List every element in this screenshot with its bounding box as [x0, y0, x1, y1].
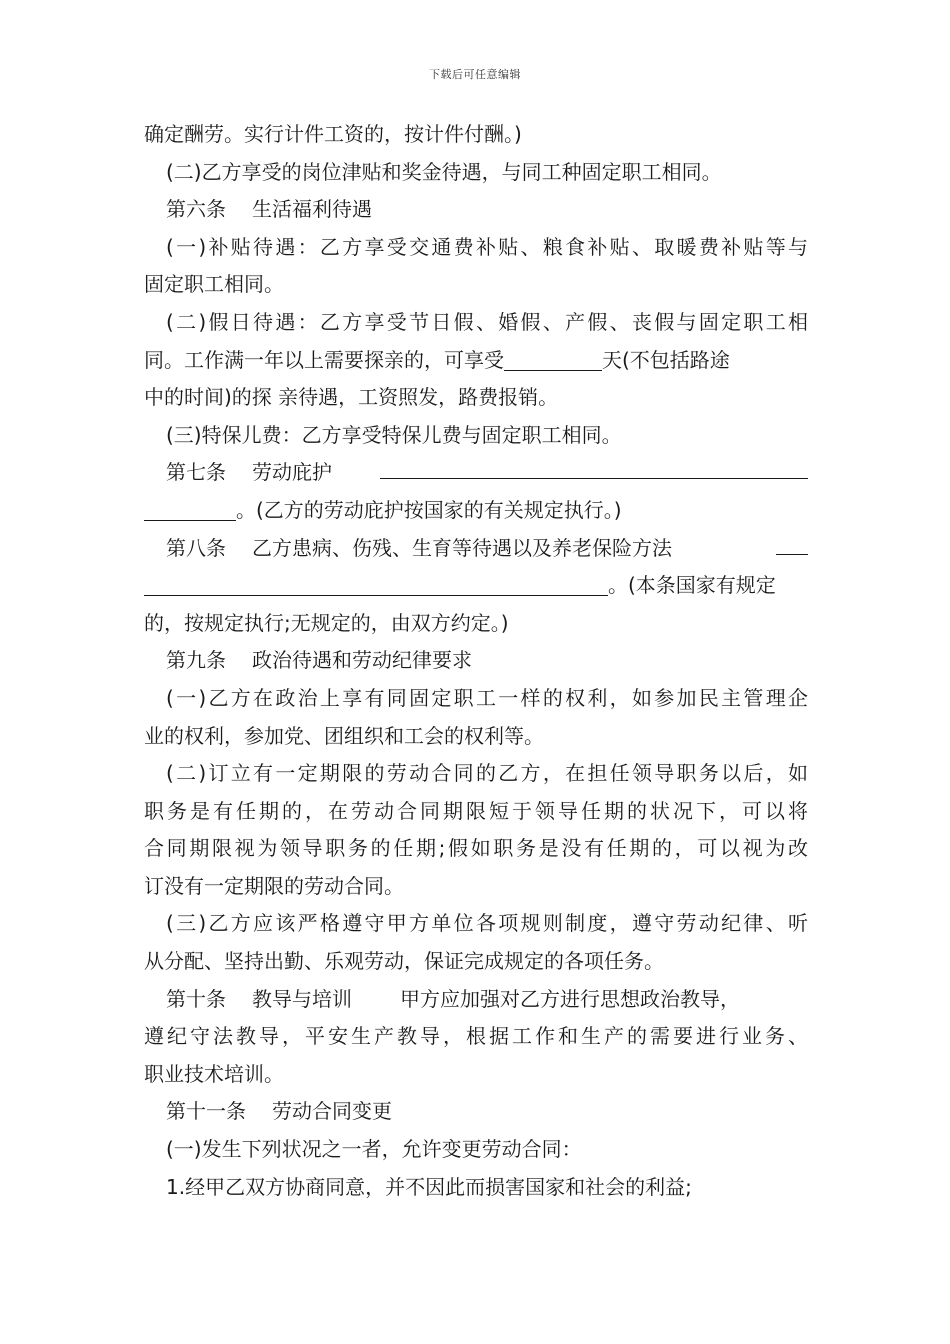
article-title: 教导与培训	[252, 986, 352, 1011]
paragraph-line: 1.经甲乙双方协商同意，并不因此而损害国家和社会的利益;	[166, 1174, 692, 1199]
paragraph-line	[144, 492, 808, 530]
paragraph-line: 遵纪守法教导，平安生产教导，根据工作和生产的需要进行业务、	[144, 1024, 808, 1049]
article-6-heading	[144, 191, 808, 229]
paragraph-line: 职务是有任期的，在劳动合同期限短于领导任期的状况下，可以将	[144, 798, 808, 823]
paragraph-line: 从分配、坚持出勤、乐观劳动，保证完成规定的各项任务。	[144, 949, 664, 974]
article-title: 劳动庇护	[252, 460, 332, 485]
paragraph-line: (三)特保儿费：乙方享受特保儿费与固定职工相同。	[166, 422, 622, 447]
paragraph-line: (二)订立有一定期限的劳动合同的乙方，在担任领导职务以后，如	[166, 761, 808, 786]
paragraph-line: 中的时间)的探 亲待遇，工资照发，路费报销。	[144, 385, 559, 410]
fill-in-blank-labor-protection[interactable]	[380, 456, 808, 479]
fill-in-blank-days[interactable]	[504, 348, 602, 371]
paragraph-line: 确定酬劳。实行计件工资的，按计件付酬。)	[144, 122, 522, 146]
paragraph-line: 订没有一定期限的劳动合同。	[144, 873, 404, 898]
article-number: 第十一条	[166, 1099, 246, 1124]
article-11-heading	[144, 1093, 808, 1131]
paragraph-line	[144, 567, 808, 605]
paragraph-line: (一)乙方在政治上享有同固定职工一样的权利，如参加民主管理企	[166, 685, 808, 710]
article-7-heading	[144, 454, 808, 492]
paragraph-line: (一)发生下列状况之一者，允许变更劳动合同：	[166, 1137, 582, 1162]
article-number: 第八条	[166, 535, 226, 560]
page-header-note: 下载后可任意编辑	[429, 68, 521, 81]
fill-in-blank-medical-insurance[interactable]	[776, 532, 808, 555]
text-segment: 甲方应加强对乙方进行思想政治教导，	[400, 986, 740, 1011]
paragraph-line: 的，按规定执行;无规定的，由双方约定。)	[144, 610, 509, 635]
paragraph-line: 合同期限视为领导职务的任期;假如职务是没有任期的，可以视为改	[144, 836, 808, 861]
paragraph-line: 固定职工相同。	[144, 272, 284, 297]
article-title: 乙方患病、伤残、生育等待遇以及养老保险方法	[252, 535, 672, 560]
paragraph-line	[144, 342, 808, 380]
paragraph-line: (三)乙方应该严格遵守甲方单位各项规则制度，遵守劳动纪律、听	[166, 911, 808, 936]
article-title: 政治待遇和劳动纪律要求	[252, 648, 472, 673]
paragraph-line: (二)假日待遇：乙方享受节日假、婚假、产假、丧假与固定职工相	[166, 309, 808, 334]
paragraph-line: 业的权利，参加党、团组织和工会的权利等。	[144, 723, 544, 748]
paragraph-line: 职业技术培训。	[144, 1061, 284, 1086]
article-9-heading	[144, 642, 808, 680]
article-10-heading	[144, 981, 808, 1019]
paragraph-line: (二)乙方享受的岗位津贴和奖金待遇，与同工种固定职工相同。	[166, 159, 722, 184]
text-segment: 。(本条国家有规定	[608, 573, 776, 598]
article-number: 第六条	[166, 197, 226, 222]
article-8-heading	[144, 530, 808, 568]
article-title: 劳动合同变更	[272, 1099, 392, 1124]
fill-in-blank-labor-protection-cont[interactable]	[144, 498, 236, 521]
text-segment: 天(不包括路途	[602, 347, 730, 372]
article-number: 第九条	[166, 648, 226, 673]
fill-in-blank-medical-insurance-cont[interactable]	[144, 573, 608, 596]
paragraph-line: (一)补贴待遇：乙方享受交通费补贴、粮食补贴、取暖费补贴等与	[166, 234, 808, 259]
document-body	[144, 116, 808, 1206]
article-number: 第十条	[166, 986, 226, 1011]
text-segment: 同。工作满一年以上需要探亲的，可享受	[144, 347, 504, 372]
article-number: 第七条	[166, 460, 226, 485]
article-title: 生活福利待遇	[252, 197, 372, 222]
text-segment: 。(乙方的劳动庇护按国家的有关规定执行。)	[236, 497, 622, 522]
